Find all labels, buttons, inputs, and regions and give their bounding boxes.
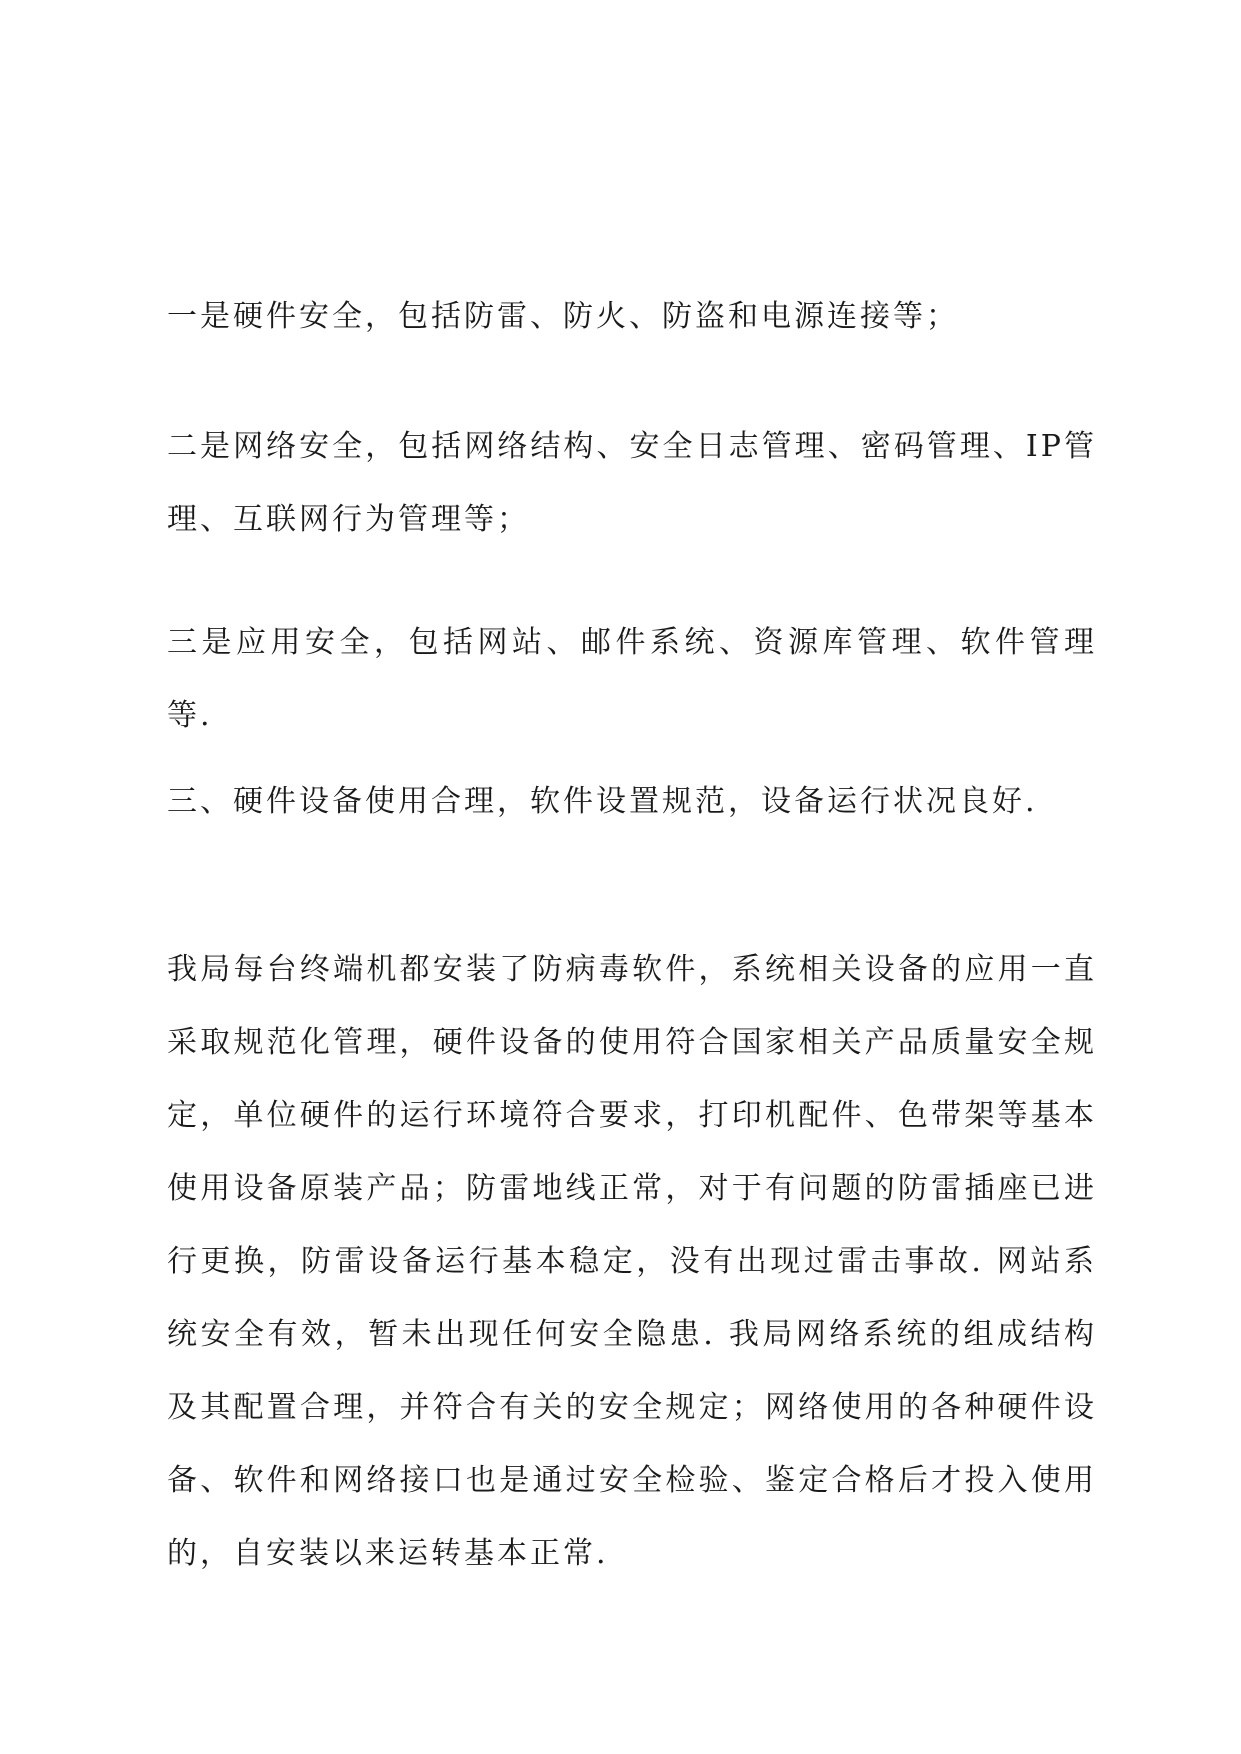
paragraph-network-security: 二是网络安全，包括网络结构、安全日志管理、密码管理、IP管理、互联网行为管理等； bbox=[167, 429, 1097, 537]
paragraph-hardware-security: 一是硬件安全，包括防雷、防火、防盗和电源连接等； bbox=[167, 299, 959, 334]
document-page bbox=[167, 0, 1097, 1754]
paragraph-application-security: 三是应用安全，包括网站、邮件系统、资源库管理、软件管理等. bbox=[167, 625, 1097, 733]
section-heading-hardware-usage: 三、硬件设备使用合理，软件设置规范，设备运行状况良好. bbox=[167, 784, 1038, 819]
paragraph-body-details: 我局每台终端机都安装了防病毒软件，系统相关设备的应用一直采取规范化管理，硬件设备的使用符合国家相关产品质量安全规定，单位硬件的运行环境符合要求，打印机配件、色带架等基本使用设备原装产品；防雷地线正常，对于有问题的防雷插座已进行更换，防雷设备运行基本稳定，没有出现过雷击事故. 网站系统安全有效，暂未出现任何安全隐患. 我局网络系统的组成结构及其配置合理，并符合有关的安全规定；网络使用的各种硬件设备、软件和网络接口也是通过安全检验、鉴定合格后才投入使用的，自安装以来运转基本正常. bbox=[167, 952, 1097, 1571]
